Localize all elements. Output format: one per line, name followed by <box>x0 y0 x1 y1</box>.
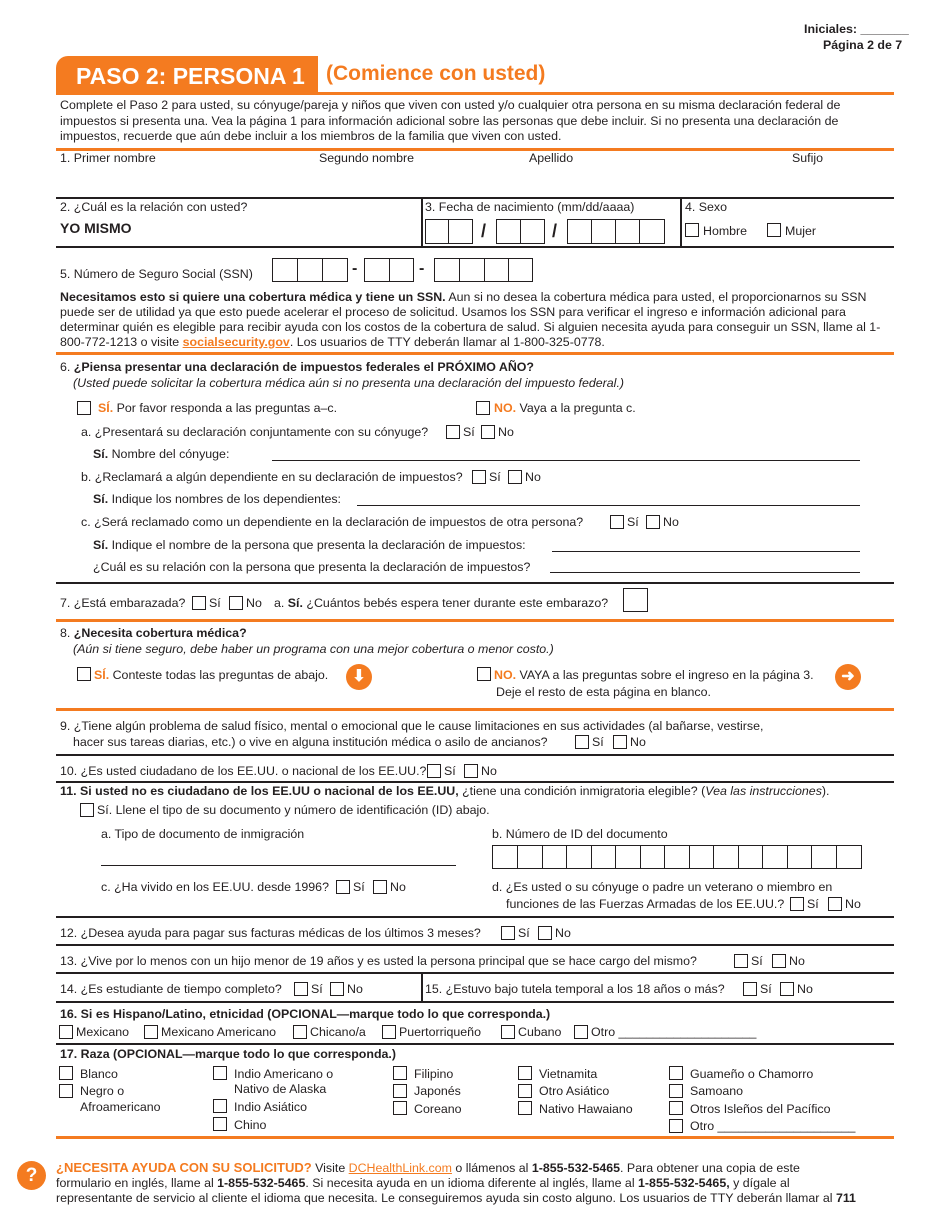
q11b-label: b. Número de ID del documento <box>492 827 668 841</box>
race-option: Negro o <box>80 1084 125 1098</box>
q16-option: Mexicano <box>76 1025 130 1039</box>
q8-no-label <box>494 668 814 682</box>
race-option: Nativo Hawaiano <box>539 1102 633 1116</box>
q11c-yes-checkbox[interactable] <box>336 880 350 894</box>
q11d-line2: funciones de las Fuerzas Armadas de los EE.UU.? <box>506 897 785 911</box>
q9-line1: 9. ¿Tiene algún problema de salud físico, mental o emocional que le cause limitaciones en sus actividades (al bañarse, vestirse, <box>60 719 764 733</box>
q8-question: ¿Necesita cobertura médica? <box>73 626 247 640</box>
q11-bold: 11. Si usted no es ciudadano de los EE.UU o nacional de los EE.UU, <box>60 784 459 798</box>
q9-no-checkbox[interactable] <box>613 735 627 749</box>
q8-yes-checkbox[interactable] <box>77 667 91 681</box>
q11c-no-checkbox[interactable] <box>373 880 387 894</box>
rule <box>56 972 894 974</box>
race-guameno-checkbox[interactable] <box>669 1066 683 1080</box>
q7-no-label: No <box>246 596 262 610</box>
q6a-yes-checkbox[interactable] <box>446 425 460 439</box>
q8-yes-text: Conteste todas las preguntas de abajo. <box>112 668 329 682</box>
q11d-no-checkbox[interactable] <box>828 897 842 911</box>
race-option: Vietnamita <box>539 1067 598 1081</box>
q9-no-label: No <box>630 735 646 749</box>
race-otros-islenos-checkbox[interactable] <box>669 1101 683 1115</box>
footer-line2c: y dígale al <box>729 1176 790 1190</box>
q10-label: 10. ¿Es usted ciudadano de los EE.UU. o nacional de los EE.UU.? <box>60 764 427 778</box>
race-otro-checkbox[interactable] <box>669 1119 683 1133</box>
race-indio-asiatico-checkbox[interactable] <box>213 1099 227 1113</box>
race-chino-checkbox[interactable] <box>213 1117 227 1131</box>
filer-relation-line[interactable] <box>550 572 860 573</box>
q6-no-text: Vaya a la pregunta c. <box>519 401 636 415</box>
q6c-relation-label: ¿Cuál es su relación con la persona que presenta la declaración de impuestos? <box>93 560 531 574</box>
step-title-banner: PASO 2: PERSONA 1 <box>56 56 318 94</box>
q6c-filer-text: Indique el nombre de la persona que presenta la declaración de impuestos: <box>111 538 526 552</box>
race-samoano-checkbox[interactable] <box>669 1084 683 1098</box>
q9-line2: hacer sus tareas diarias, etc.) o vive en alguna institución médica o asilo de ancianos? <box>73 735 548 749</box>
rule <box>56 708 894 711</box>
male-label: Hombre <box>703 224 748 238</box>
q11-text: ¿tiene una condición inmigratoria elegible? ( <box>458 784 706 798</box>
intro-text: Complete el Paso 2 para usted, su cónyuge/pareja y niños que viven con usted y/o cualquier otra persona en su misma declaración federal de impuestos si presenta una. Vea la página 1 para información adicional sobre las personas que debe incluir. Si no presenta una declaración de impuestos, recuerde que aún debe incluir a los miembros de la familia que viven con usted. <box>60 98 841 143</box>
ssn-dash: - <box>352 260 358 277</box>
divider <box>680 197 682 247</box>
q8-num: 8. <box>60 626 71 640</box>
ssn-note-end: . Los usuarios de TTY deberán llamar al 1-800-325-0778. <box>289 335 605 349</box>
q11c-label: c. ¿Ha vivido en los EE.UU. desde 1996? <box>101 880 329 894</box>
race-option: Nativo de Alaska <box>234 1082 327 1096</box>
q16-option: Otro ____________________ <box>591 1025 757 1039</box>
q6-sub: (Usted puede solicitar la cobertura médica aún si no presenta una declaración del impuesto federal.) <box>73 376 625 390</box>
q8-sub: (Aún si tiene seguro, debe haber un programa con una mejor cobertura o menor costo.) <box>73 642 554 656</box>
rule <box>56 1001 894 1003</box>
dob-slash: / <box>481 221 487 241</box>
q14-label: 14. ¿Es estudiante de tiempo completo? <box>60 982 282 996</box>
race-option: Otro ____________________ <box>690 1119 856 1133</box>
footer-line2b: . Si necesita ayuda en un idioma diferente al inglés, llame al <box>305 1176 639 1190</box>
q5-label: 5. Número de Seguro Social (SSN) <box>60 267 253 281</box>
si-bold: Sí. <box>287 596 303 610</box>
si-bold: Sí. <box>93 492 109 506</box>
q7-babies-text: ¿Cuántos bebés espera tener durante este embarazo? <box>306 596 609 610</box>
si-bold: Sí. <box>93 538 109 552</box>
q10-no-checkbox[interactable] <box>464 764 478 778</box>
q15-no-checkbox[interactable] <box>780 982 794 996</box>
q6-no: NO. <box>494 401 517 415</box>
q13-no-checkbox[interactable] <box>772 954 786 968</box>
rule <box>56 352 894 355</box>
race-nativo-hawaiano-checkbox[interactable] <box>518 1101 532 1115</box>
male-checkbox[interactable] <box>685 223 699 237</box>
q11c-yes-label: Sí <box>353 880 365 894</box>
footer-phone: 1-855-532-5465 <box>531 1161 621 1175</box>
q2-label: 2. ¿Cuál es la relación con usted? <box>60 200 248 214</box>
q13-yes-label: Sí <box>751 954 763 968</box>
race-option: Indio Asiático <box>234 1100 308 1114</box>
header-rule <box>56 92 894 95</box>
footer-line3 <box>56 1191 856 1205</box>
q15-yes-checkbox[interactable] <box>743 982 757 996</box>
q6c-yes-label: Sí <box>627 515 639 529</box>
q8-no-text2: Deje el resto de esta página en blanco. <box>496 685 711 699</box>
page-number: Página 2 de 7 <box>823 38 903 52</box>
race-option: Afroamericano <box>80 1100 161 1114</box>
rule <box>56 197 894 199</box>
race-option: Blanco <box>80 1067 118 1081</box>
q6a-spouse-text: Nombre del cónyuge: <box>111 447 230 461</box>
q16-otro-checkbox[interactable] <box>574 1025 588 1039</box>
doc-id-box[interactable] <box>492 845 862 869</box>
race-option: Indio Americano o <box>234 1067 334 1081</box>
q6b-no-checkbox[interactable] <box>508 470 522 484</box>
q9-yes-label: Sí <box>592 735 604 749</box>
q11d-yes-checkbox[interactable] <box>790 897 804 911</box>
q7-yes-checkbox[interactable] <box>192 596 206 610</box>
q11a-label: a. Tipo de documento de inmigración <box>101 827 305 841</box>
footer-visit: Visite <box>311 1161 349 1175</box>
q11-yes-checkbox[interactable] <box>80 803 94 817</box>
babies-count-box[interactable] <box>623 588 648 612</box>
q7-yes-label: Sí <box>209 596 221 610</box>
q6-yes-checkbox[interactable] <box>77 401 91 415</box>
q7-a: a. <box>274 596 285 610</box>
female-checkbox[interactable] <box>767 223 781 237</box>
female-label: Mujer <box>785 224 816 238</box>
dob-year-box[interactable] <box>567 219 665 244</box>
rule <box>56 754 894 756</box>
q15-label: 15. ¿Estuvo bajo tutela temporal a los 18 años o más? <box>425 982 725 996</box>
q15-no-label: No <box>797 982 813 996</box>
q12-no-checkbox[interactable] <box>538 926 552 940</box>
race-option: Otros Isleños del Pacífico <box>690 1102 831 1116</box>
ssn-note-bold: Necesitamos esto si quiere una cobertura médica y tiene un SSN. <box>60 290 446 304</box>
race-negro-checkbox[interactable] <box>59 1084 73 1098</box>
footer-title: ¿NECESITA AYUDA CON SU SOLICITUD? <box>56 1160 312 1175</box>
q1-middle-name-label: Segundo nombre <box>319 151 415 165</box>
q6-label <box>60 360 534 374</box>
q6a-yes-label: Sí <box>463 425 475 439</box>
q6b-label: b. ¿Reclamará a algún dependiente en su declaración de impuestos? <box>81 470 463 484</box>
help-icon: ? <box>17 1161 46 1190</box>
q17-label: 17. Raza (OPCIONAL—marque todo lo que corresponda.) <box>60 1047 396 1061</box>
arrow-down-icon: ⬇ <box>346 664 372 690</box>
q6-yes-label <box>98 401 337 415</box>
q6-question: ¿Piensa presentar una declaración de impuestos federales el PRÓXIMO AÑO? <box>73 360 534 374</box>
race-vietnamita-checkbox[interactable] <box>518 1066 532 1080</box>
q6a-no-checkbox[interactable] <box>481 425 495 439</box>
q16-chicano-checkbox[interactable] <box>293 1025 307 1039</box>
q4-label: 4. Sexo <box>685 200 728 214</box>
q6-no-checkbox[interactable] <box>476 401 490 415</box>
q6-yes: SÍ. <box>98 401 114 415</box>
footer-call: o llámenos al <box>451 1161 532 1175</box>
q16-option: Mexicano Americano <box>161 1025 277 1039</box>
ssn-note <box>60 290 892 350</box>
q14-yes-checkbox[interactable] <box>294 982 308 996</box>
divider <box>421 972 423 1002</box>
q6c-label: c. ¿Será reclamado como un dependiente en la declaración de impuestos de otra persona? <box>81 515 584 529</box>
q6a-label: a. ¿Presentará su declaración conjuntamente con su cónyuge? <box>81 425 429 439</box>
dob-day-box[interactable] <box>496 219 545 244</box>
si-bold: Sí. <box>93 447 109 461</box>
dependents-line[interactable] <box>357 505 860 506</box>
race-option: Filipino <box>414 1067 454 1081</box>
q11c-no-label: No <box>390 880 406 894</box>
q6b-no-label: No <box>525 470 541 484</box>
q14-no-label: No <box>347 982 363 996</box>
race-option: Japonés <box>414 1084 461 1098</box>
q11d-yes-label: Sí <box>807 897 819 911</box>
q7-label: 7. ¿Está embarazada? <box>60 596 186 610</box>
divider <box>421 197 423 247</box>
q8-yes: SÍ. <box>94 668 110 682</box>
race-coreano-checkbox[interactable] <box>393 1101 407 1115</box>
q9-yes-checkbox[interactable] <box>575 735 589 749</box>
dob-slash: / <box>552 221 558 241</box>
q16-mexicano-checkbox[interactable] <box>59 1025 73 1039</box>
dob-month-box[interactable] <box>425 219 473 244</box>
ssn-part1-box[interactable] <box>272 258 348 282</box>
q11-end: ). <box>821 784 830 798</box>
q8-no-checkbox[interactable] <box>477 667 491 681</box>
q12-label: 12. ¿Desea ayuda para pagar sus facturas médicas de los últimos 3 meses? <box>60 926 481 940</box>
q6b-yes-label: Sí <box>489 470 501 484</box>
race-otro-asiatico-checkbox[interactable] <box>518 1084 532 1098</box>
q8-label <box>60 626 247 640</box>
q16-puertorriqueno-checkbox[interactable] <box>382 1025 396 1039</box>
q11-label <box>60 784 829 798</box>
q3-label: 3. Fecha de nacimiento (mm/dd/aaaa) <box>425 200 635 214</box>
race-option: Chino <box>234 1118 267 1132</box>
arrow-right-icon: ➜ <box>835 664 861 690</box>
q11-sub: Sí. Llene el tipo de su documento y número de identificación (ID) abajo. <box>97 803 490 817</box>
q11-instructions: Vea las instrucciones <box>705 784 822 798</box>
q14-yes-label: Sí <box>311 982 323 996</box>
footer-phone: 1-855-532-5465 <box>638 1176 727 1190</box>
doc-type-line[interactable] <box>101 865 456 866</box>
ssn-dash: - <box>419 260 425 277</box>
race-indio-americano-checkbox[interactable] <box>213 1066 227 1080</box>
race-blanco-checkbox[interactable] <box>59 1066 73 1080</box>
rule <box>56 1136 894 1139</box>
q2-value: YO MISMO <box>60 220 132 236</box>
rule <box>56 916 894 918</box>
q10-no-label: No <box>481 764 497 778</box>
q7-no-checkbox[interactable] <box>229 596 243 610</box>
socialsecurity-link[interactable]: socialsecurity.gov <box>182 335 290 349</box>
rule <box>56 246 894 248</box>
race-filipino-checkbox[interactable] <box>393 1066 407 1080</box>
q6c-filer-label <box>93 538 526 552</box>
spouse-name-line[interactable] <box>272 460 860 461</box>
q11d-no-label: No <box>845 897 861 911</box>
q6b-dependents-label <box>93 492 341 506</box>
q6c-yes-checkbox[interactable] <box>610 515 624 529</box>
q16-cubano-checkbox[interactable] <box>501 1025 515 1039</box>
race-option: Samoano <box>690 1084 744 1098</box>
q16-option: Cubano <box>518 1025 562 1039</box>
q1-last-name-label: Apellido <box>529 151 574 165</box>
ssn-note-text: Aun si no desea la cobertura médica para usted, el proporcionarnos su SSN puede ser de utilidad ya que esto puede acelerar el proceso de solicitud. Usamos los SSN para verificar el ingreso e información adicional para determinar quién es elegible para recibir ayuda con los costos de la cobertura de salud. Si alguien necesita ayuda para conseguir un SSN, llame al 1-800-772-1213 o visite <box>60 290 881 349</box>
footer-comma: , <box>726 1176 730 1190</box>
q11d-line1: d. ¿Es usted o su cónyuge o padre un veterano o miembro en <box>492 880 833 894</box>
footer-line2 <box>56 1176 790 1190</box>
q6c-no-label: No <box>663 515 679 529</box>
step-subtitle: (Comience con usted) <box>326 62 546 85</box>
rule <box>56 582 894 584</box>
q16-mexicano-americano-checkbox[interactable] <box>144 1025 158 1039</box>
ssn-part2-box[interactable] <box>364 258 414 282</box>
q10-yes-label: Sí <box>444 764 456 778</box>
q15-yes-label: Sí <box>760 982 772 996</box>
q10-yes-checkbox[interactable] <box>427 764 441 778</box>
rule <box>56 619 894 622</box>
race-option: Coreano <box>414 1102 462 1116</box>
rule <box>56 781 894 783</box>
rule <box>56 944 894 946</box>
footer-line3-text: representante de servicio al cliente el idioma que necesita. Le conseguiremos ayuda sin costo alguno. Los usuarios de TTY deberán llamar al <box>56 1191 833 1205</box>
q6b-yes-checkbox[interactable] <box>472 470 486 484</box>
q13-no-label: No <box>789 954 805 968</box>
q16-option: Puertorriqueño <box>399 1025 481 1039</box>
q7-babies-label <box>274 596 608 610</box>
q6b-dependents-text: Indique los nombres de los dependientes: <box>111 492 341 506</box>
q12-no-label: No <box>555 926 571 940</box>
q6-no-label <box>494 401 636 415</box>
q6a-spouse-label <box>93 447 229 461</box>
q6-num: 6. <box>60 360 71 374</box>
q14-no-checkbox[interactable] <box>330 982 344 996</box>
race-japones-checkbox[interactable] <box>393 1084 407 1098</box>
q1-first-name-label: 1. Primer nombre <box>60 151 156 165</box>
q12-yes-checkbox[interactable] <box>501 926 515 940</box>
initials-label: Iniciales: _______ <box>804 22 909 36</box>
q1-suffix-label: Sufijo <box>792 151 823 165</box>
q13-yes-checkbox[interactable] <box>734 954 748 968</box>
footer-line2a: formulario en inglés, llame al <box>56 1176 218 1190</box>
q6a-no-label: No <box>498 425 514 439</box>
rule <box>56 1043 894 1045</box>
q13-label: 13. ¿Vive por lo menos con un hijo menor de 19 años y es usted la persona principal que se hace cargo del mismo? <box>60 954 697 968</box>
race-option: Guameño o Chamorro <box>690 1067 814 1081</box>
footer-line1 <box>56 1160 800 1175</box>
q8-no-text: VAYA a las preguntas sobre el ingreso en la página 3. <box>519 668 814 682</box>
dchealthlink-link[interactable]: DCHealthLink.com <box>348 1161 452 1175</box>
ssn-part3-box[interactable] <box>434 258 533 282</box>
q16-label: 16. Si es Hispano/Latino, etnicidad (OPCIONAL—marque todo lo que corresponda.) <box>60 1007 551 1021</box>
q8-yes-label <box>94 668 328 682</box>
footer-text1: . Para obtener una copia de este <box>620 1161 800 1175</box>
filer-name-line[interactable] <box>552 551 860 552</box>
q12-yes-label: Sí <box>518 926 530 940</box>
footer-tty: 711 <box>835 1191 856 1205</box>
q8-no: NO. <box>494 668 517 682</box>
footer-phone: 1-855-532-5465 <box>217 1176 306 1190</box>
race-option: Otro Asiático <box>539 1084 610 1098</box>
rule <box>56 148 894 151</box>
q6-yes-text: Por favor responda a las preguntas a–c. <box>116 401 338 415</box>
q16-option: Chicano/a <box>310 1025 366 1039</box>
q6c-no-checkbox[interactable] <box>646 515 660 529</box>
